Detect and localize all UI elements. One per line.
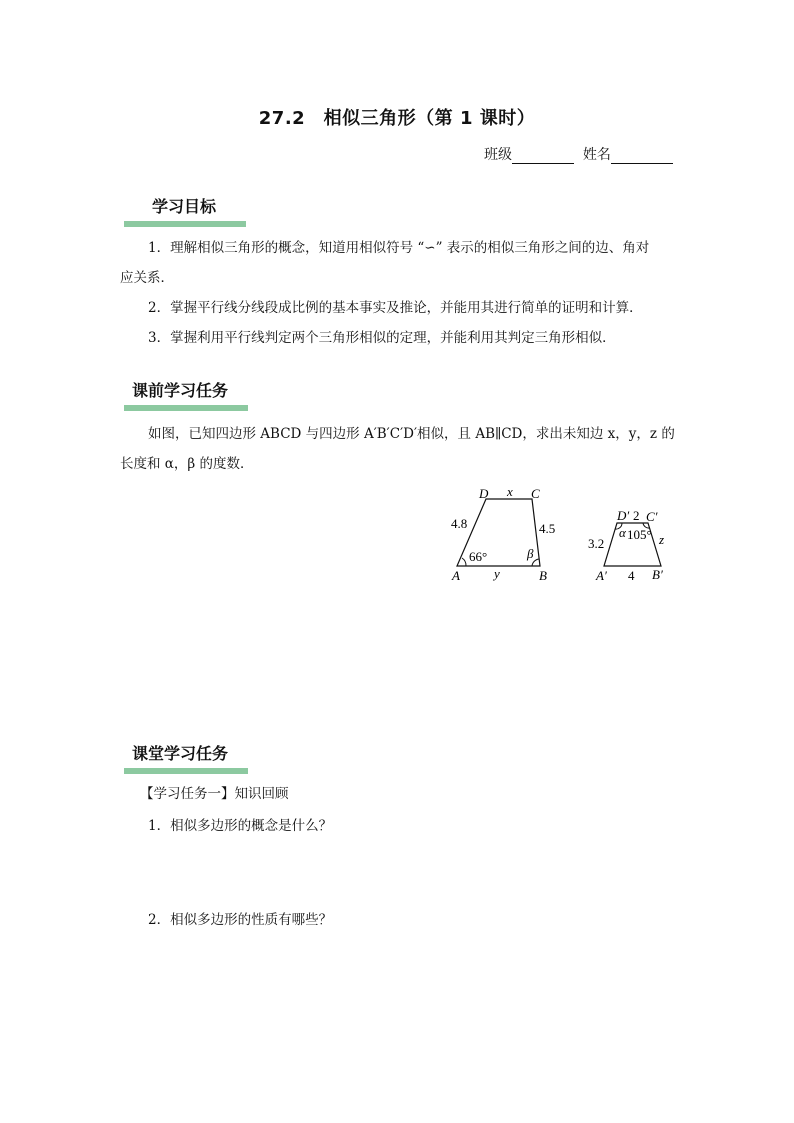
trapezoid-a1b1c1d1-figure: [584, 504, 684, 588]
label-left-3-2: 3.2: [588, 536, 605, 551]
label-z: z: [659, 532, 665, 547]
goals-heading: 学习目标: [152, 197, 217, 216]
label-x: x: [507, 484, 513, 499]
goal-item-1b: 应关系．: [120, 270, 174, 286]
label-alpha: α: [619, 525, 626, 540]
preclass-heading-bar: [124, 405, 248, 411]
goals-heading-block: [124, 194, 246, 227]
question-1: 1．相似多边形的概念是什么？: [148, 818, 333, 834]
page-title: 27.2 相似三角形（第 1 课时）: [258, 108, 536, 129]
goal-item-2: 2．掌握平行线分线段成比例的基本事实及推论，并能用其进行简单的证明和计算．: [148, 300, 643, 316]
inclass-heading-block: [124, 741, 248, 774]
preclass-line-1: 如图，已知四边形 ABCD 与四边形 A′B′C′D′相似，且 AB∥CD，求出未知边 x，y，z 的: [148, 426, 675, 442]
preclass-line-2: 长度和 α，β 的度数．: [120, 456, 254, 472]
label-beta: β: [527, 546, 534, 561]
task-one-title: 【学习任务一】知识回顾: [140, 786, 289, 802]
label-b1: B′: [652, 567, 663, 582]
inclass-heading-bar: [124, 768, 248, 774]
label-a1: A′: [596, 568, 607, 583]
label-top-2: 2: [633, 508, 640, 523]
inclass-heading: 课堂学习任务: [132, 744, 229, 763]
goals-heading-bar: [124, 221, 246, 227]
class-label: 班级: [484, 147, 512, 163]
label-b: B: [539, 568, 547, 583]
label-c: C: [531, 486, 540, 501]
label-d1: D′: [617, 508, 630, 523]
name-blank[interactable]: [611, 149, 673, 164]
preclass-text: [120, 419, 675, 479]
label-angle-c1: 105°: [627, 527, 652, 542]
angle-a-arc: [462, 558, 466, 566]
label-d: D: [479, 486, 489, 501]
label-left-side: 4.8: [451, 516, 468, 531]
label-y: y: [494, 566, 500, 581]
class-name-line: [484, 144, 673, 164]
question-2: 2．相似多边形的性质有哪些？: [148, 912, 333, 928]
trapezoid-abcd-figure: [440, 482, 570, 588]
class-blank[interactable]: [512, 149, 574, 164]
goal-item-1a: 1．理解相似三角形的概念，知道用相似符号 “∽” 表示的相似三角形之间的边、角对: [148, 240, 650, 256]
label-right-side: 4.5: [539, 521, 556, 536]
goal-item-3: 3．掌握利用平行线判定两个三角形相似的定理，并能利用其判定三角形相似．: [148, 330, 616, 346]
preclass-heading: 课前学习任务: [132, 381, 229, 400]
name-label: 姓名: [582, 147, 611, 163]
label-angle-a: 66°: [469, 549, 488, 564]
goals-list: [120, 233, 649, 353]
preclass-heading-block: [124, 378, 248, 411]
label-a: A: [452, 568, 460, 583]
label-bottom-4: 4: [628, 568, 635, 583]
label-c1: C′: [646, 509, 658, 524]
